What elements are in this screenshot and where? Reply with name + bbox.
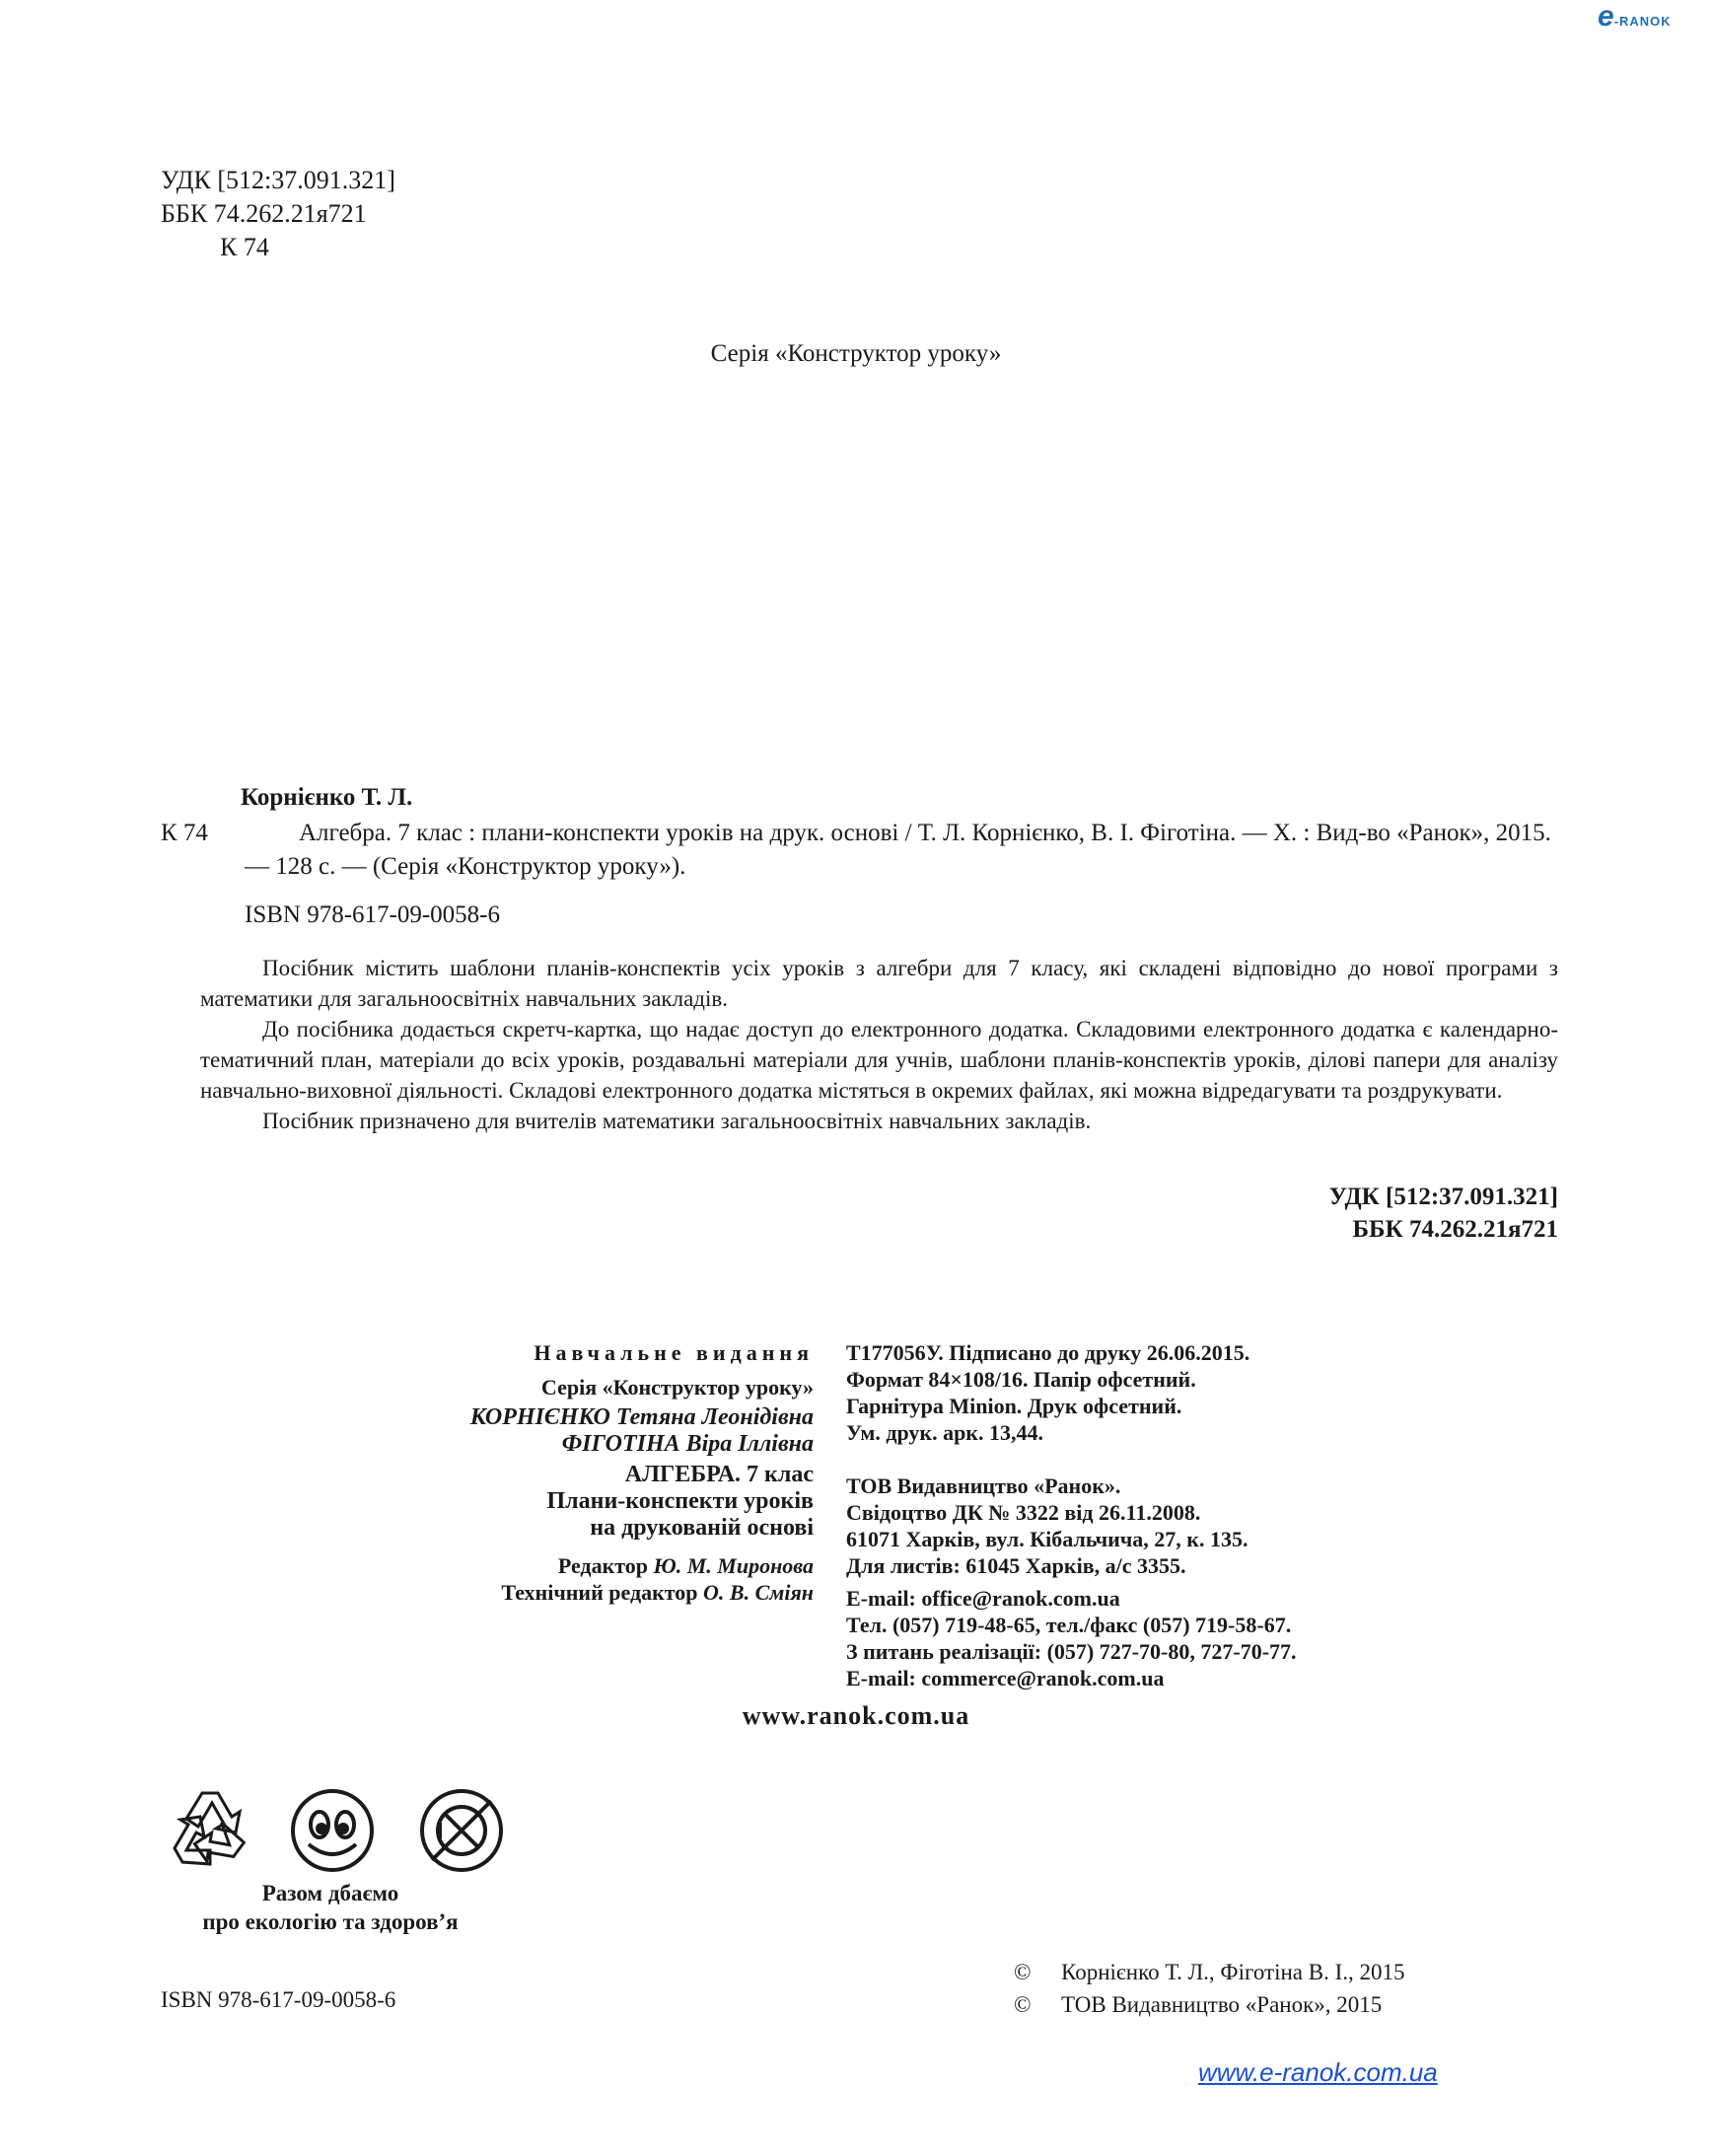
imprint-right	[846, 1339, 1458, 1691]
annotation	[200, 953, 1558, 1136]
edition-type: Навчальне видання	[534, 1340, 814, 1365]
copyright-block	[1014, 1956, 1405, 2021]
imprint-title: АЛГЕБРА. 7 клас	[624, 1462, 814, 1487]
eco-line-1: Разом дбаємо	[261, 1881, 399, 1905]
annotation-paragraph: Посібник призначено для вчителів математики загальноосвітніх навчальних закладів.	[262, 1109, 1092, 1133]
classification-bottom	[1183, 1181, 1558, 1246]
bib-author-mark: К 74	[161, 820, 208, 846]
author-mark-top: К 74	[220, 233, 269, 261]
imprint-line: Свідоцтво ДК № 3322 від 26.11.2008.	[846, 1500, 1201, 1525]
imprint-line: 61071 Харків, вул. Кібальчича, 27, к. 135.	[846, 1527, 1248, 1551]
copyright-line	[1014, 1956, 1405, 1988]
bbk-top: ББК 74.262.21я721	[161, 199, 367, 228]
imprint-editor	[325, 1552, 814, 1579]
annotation-paragraph: Посібник містить шаблони планів-конспектів усіх уроків з алгебри для 7 класу, які складені відповідно до нової програми з математики для загальноосвітніх навчальних закладів.	[200, 956, 1558, 1011]
tech-editor-label: Технічний редактор	[501, 1580, 698, 1605]
e-ranok-logo	[1598, 0, 1672, 34]
series-title: Серія «Конструктор уроку»	[710, 340, 1002, 367]
recycle-icon	[175, 1793, 247, 1867]
bib-isbn: ISBN 978-617-09-0058-6	[245, 901, 501, 928]
logo-e: e	[1598, 0, 1614, 33]
udk-bottom: УДК [512:37.091.321]	[1328, 1184, 1558, 1210]
udk-top: УДК [512:37.091.321]	[161, 166, 395, 194]
classification-top	[161, 164, 395, 264]
copyright-text: ТОВ Видавництво «Ранок», 2015	[1061, 1992, 1383, 2017]
imprint-subtitle-1: Плани-конспекти уроків	[546, 1488, 814, 1514]
eco-icons	[163, 1783, 518, 1882]
imprint-line: Для листів: 61045 Харків, а/с 3355.	[846, 1553, 1186, 1578]
bib-entry: Алгебра. 7 клас : плани-конспекти уроків на друк. основі / Т. Л. Корнієнко, В. І. Фіготіна. — Х. : Вид-во «Ранок», 2015. — 128 с. — (Серія «Конструктор уроку»).	[245, 820, 1551, 880]
imprint-line: Формат 84×108/16. Папір офсетний.	[846, 1367, 1196, 1392]
imprint-tech-editor	[325, 1579, 814, 1606]
imprint-line: Т177056У. Підписано до друку 26.06.2015.	[846, 1340, 1250, 1365]
imprint-author-1: КОРНІЄНКО Тетяна Леонідівна	[469, 1404, 814, 1430]
bbk-bottom: ББК 74.262.21я721	[1352, 1216, 1558, 1243]
imprint-author-2: ФІГОТІНА Віра Іллівна	[561, 1431, 814, 1457]
annotation-paragraph: До посібника додається скретч-картка, що надає доступ до електронного додатка. Складовими електронного додатка є календарно-тематичний план, матеріали до всіх уроків, роздавальні матеріали для учнів, шаблони планів-конспектів уроків, ділові папери для аналізу навчально-виховної діяльності. Складові електронного додатка містяться в окремих файлах, які можна відредагувати та роздрукувати.	[200, 1017, 1558, 1103]
bib-author: Корнієнко Т. Л.	[241, 784, 413, 811]
eco-slogan	[168, 1879, 493, 1936]
no-pollution-icon	[422, 1791, 501, 1870]
isbn-bottom: ISBN 978-617-09-0058-6	[161, 1987, 396, 2012]
editor-label: Редактор	[557, 1553, 648, 1578]
editor-name: Ю. М. Миронова	[653, 1553, 814, 1578]
imprint-left	[325, 1339, 814, 1606]
e-ranok-link[interactable]: www.e-ranok.com.ua	[1198, 2057, 1438, 2087]
copyright-symbol: ©	[1014, 1992, 1032, 2017]
imprint-line: Тел. (057) 719-48-65, тел./факс (057) 719-58-67.	[846, 1613, 1292, 1637]
imprint-line: Ум. друк. арк. 13,44.	[846, 1420, 1043, 1445]
imprint-line: ТОВ Видавництво «Ранок».	[846, 1473, 1121, 1498]
smile-icon	[293, 1791, 372, 1870]
copyright-line	[1014, 1988, 1405, 2021]
imprint-line: E-mail: office@ranok.com.ua	[846, 1586, 1120, 1611]
copyright-symbol: ©	[1014, 1960, 1032, 1984]
eco-line-2: про екологію та здоров’я	[202, 1909, 459, 1934]
imprint-line: E-mail: commerce@ranok.com.ua	[846, 1666, 1165, 1690]
imprint-line: З питань реалізації: (057) 727-70-80, 727-70-77.	[846, 1639, 1297, 1664]
imprint-series: Серія «Конструктор уроку»	[540, 1375, 814, 1400]
copyright-text: Корнієнко Т. Л., Фіготіна В. І., 2015	[1061, 1960, 1405, 1984]
imprint-subtitle-2: на друкованій основі	[590, 1515, 814, 1541]
tech-editor-name: О. В. Сміян	[703, 1580, 814, 1605]
imprint-line: Гарнітура Minion. Друк офсетний.	[846, 1394, 1182, 1418]
logo-text: -RANOK	[1613, 14, 1672, 29]
publisher-website: www.ranok.com.ua	[742, 1701, 970, 1730]
